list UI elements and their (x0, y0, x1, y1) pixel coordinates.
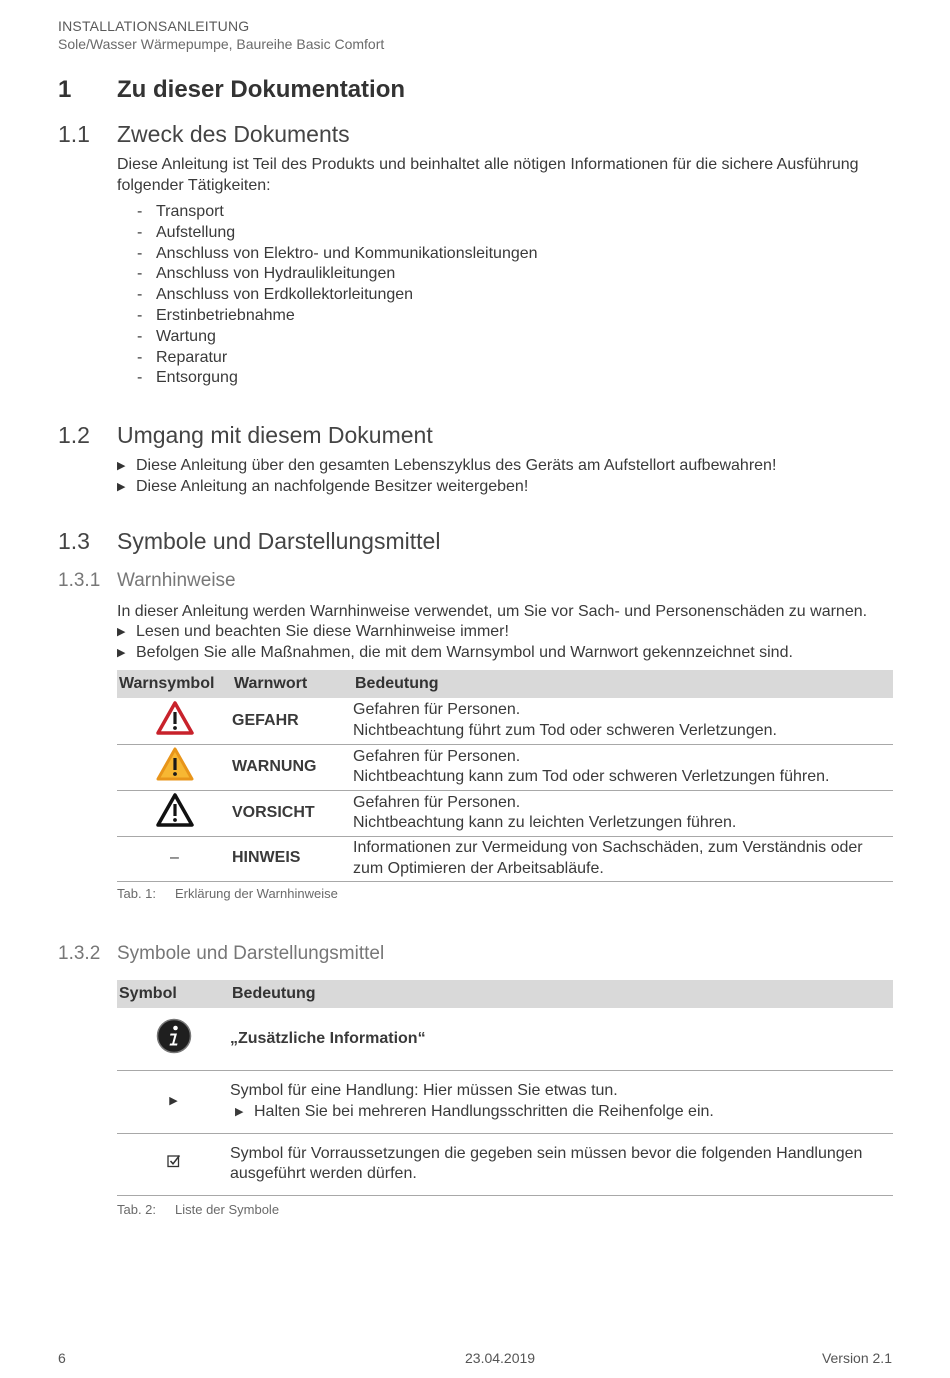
table-header-cell: Warnwort (232, 670, 353, 698)
warning-icon (156, 747, 194, 781)
action-arrow-icon: ▶ (117, 481, 126, 493)
list-item: - Anschluss von Erdkollektorleitungen (137, 286, 414, 304)
list-item: - Anschluss von Hydraulikleitungen (137, 265, 396, 283)
footer-date: 23.04.2019 (465, 1350, 536, 1366)
table-row (117, 1070, 893, 1133)
warnings-table (117, 670, 893, 882)
table-header-cell: Symbol (117, 980, 230, 1008)
table-row (117, 836, 893, 881)
signal-word: HINWEIS (232, 836, 353, 881)
no-symbol-dash: – (117, 836, 232, 881)
additional-info-label: „Zusätzliche Information“ (230, 1008, 893, 1070)
action-arrow-icon: ▶ (117, 460, 126, 472)
section-1-2-title: Umgang mit diesem Dokument (117, 422, 433, 448)
section-1-3-1-title: Warnhinweise (117, 570, 236, 591)
action-arrow-icon: ▶ (117, 1070, 230, 1133)
list-item: - Aufstellung (137, 223, 236, 241)
table-row (117, 698, 893, 744)
info-icon (156, 1018, 192, 1054)
danger-warning-icon (156, 701, 194, 735)
document-header-subtitle: Sole/Wasser Wärmepumpe, Baureihe Basic Comfort (58, 36, 385, 52)
document-header-title: INSTALLATIONSANLEITUNG (58, 18, 250, 34)
section-1-1-number: 1.1 (58, 121, 90, 147)
meaning-cell: Informationen zur Vermeidung von Sachschäden, zum Verständnis oder zum Optimieren der Arbeitsabläufe. (353, 836, 893, 881)
meaning-cell: Gefahren für Personen. Nichtbeachtung führt zum Tod oder schweren Verletzungen. (353, 698, 893, 744)
action-step: ▶ Diese Anleitung an nachfolgende Besitzer weitergeben! (117, 478, 529, 495)
footer-page-number: 6 (58, 1350, 66, 1366)
meaning-cell: Symbol für eine Handlung: Hier müssen Sie etwas tun. ▶ Halten Sie bei mehreren Handlungsschritten die Reihenfolge ein. (230, 1070, 893, 1133)
table-header-cell: Bedeutung (230, 980, 893, 1008)
checkbox-icon (167, 1154, 181, 1168)
signal-word: GEFAHR (232, 698, 353, 744)
section-1-3-1-intro: In dieser Anleitung werden Warnhinweise verwendet, um Sie vor Sach- und Personenschäden zu warnen. (117, 603, 868, 620)
meaning-cell: Gefahren für Personen. Nichtbeachtung kann zum Tod oder schweren Verletzungen führen. (353, 744, 893, 790)
section-1-3-number: 1.3 (58, 528, 90, 554)
section-1-title: Zu dieser Dokumentation (117, 76, 406, 103)
action-step: ▶ Diese Anleitung über den gesamten Lebenszyklus des Geräts am Aufstellort aufbewahren! (117, 457, 777, 474)
section-1-number: 1 (58, 76, 72, 103)
table-header-cell: Bedeutung (353, 670, 893, 698)
section-1-3-2-number: 1.3.2 (58, 943, 101, 964)
table-header-cell: Warnsymbol (117, 670, 232, 698)
list-item: - Reparatur (137, 348, 228, 366)
symbols-table (117, 980, 893, 1196)
table-row (117, 1133, 893, 1195)
list-item: - Erstinbetriebnahme (137, 306, 295, 324)
table-row (117, 744, 893, 790)
section-1-3-2-title: Symbole und Darstellungsmittel (117, 943, 385, 964)
table-2-caption: Tab. 2: Liste der Symbole (117, 1202, 280, 1217)
table-row (117, 790, 893, 836)
activities-list (137, 202, 538, 389)
action-step: ▶ Lesen und beachten Sie diese Warnhinweise immer! (117, 623, 509, 640)
meaning-cell: Gefahren für Personen. Nichtbeachtung kann zu leichten Verletzungen führen. (353, 790, 893, 836)
section-1-1-intro: Diese Anleitung ist Teil des Produkts und beinhaltet alle nötigen Informationen für die sichere Ausführung folgender Tätigkeiten: (117, 156, 859, 194)
section-1-3-title: Symbole und Darstellungsmittel (117, 528, 441, 554)
signal-word: VORSICHT (232, 790, 353, 836)
section-1-3-1-number: 1.3.1 (58, 570, 101, 591)
action-arrow-icon: ▶ (117, 626, 126, 638)
table-header-row (117, 670, 893, 698)
list-item: - Entsorgung (137, 369, 238, 387)
table-1-caption: Tab. 1: Erklärung der Warnhinweise (117, 886, 338, 901)
meaning-cell: Symbol für Vorraussetzungen die gegeben sein müssen bevor die folgenden Handlungen ausgeführt werden dürfen. (230, 1133, 893, 1195)
action-arrow-icon: ▶ (235, 1105, 244, 1118)
caution-icon (156, 793, 194, 827)
table-header-row (117, 980, 893, 1008)
action-arrow-icon: ▶ (117, 647, 126, 659)
action-step: ▶ Befolgen Sie alle Maßnahmen, die mit dem Warnsymbol und Warnwort gekennzeichnet sind. (117, 644, 793, 661)
list-item: - Wartung (137, 327, 216, 345)
signal-word: WARNUNG (232, 744, 353, 790)
section-1-2-number: 1.2 (58, 422, 90, 448)
section-1-1-title: Zweck des Dokuments (117, 121, 350, 147)
list-item: - Anschluss von Elektro- und Kommunikationsleitungen (137, 244, 538, 262)
list-item: - Transport (137, 203, 224, 220)
table-row (117, 1008, 893, 1070)
footer-version: Version 2.1 (821, 1350, 892, 1366)
